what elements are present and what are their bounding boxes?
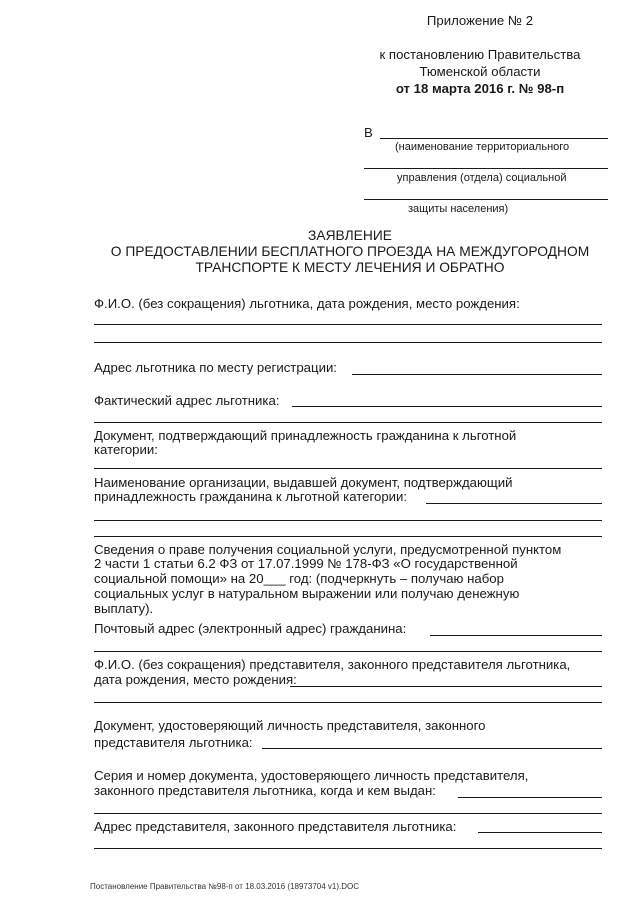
representative-doc-input[interactable]: [262, 748, 602, 749]
fio-label: Ф.И.О. (без сокращения) льготника, дата рождения, место рождения:: [94, 296, 520, 311]
benefit-document-label-line-2: категории:: [94, 442, 158, 457]
postal-address-label: Почтовый адрес (электронный адрес) гражданина:: [94, 621, 407, 636]
recipient-input-line-3[interactable]: [364, 199, 608, 200]
document-title: ЗАЯВЛЕНИЕ: [308, 228, 392, 243]
representative-series-input-2[interactable]: [94, 813, 602, 814]
representative-fio-input-1[interactable]: [290, 686, 602, 687]
fio-input-line-2[interactable]: [94, 342, 602, 343]
representative-fio-input-2[interactable]: [94, 702, 602, 703]
social-service-text-5: выплату).: [94, 601, 154, 616]
address-registration-label: Адрес льготника по месту регистрации:: [94, 360, 337, 375]
postal-address-input[interactable]: [430, 635, 602, 636]
appendix-date: от 18 марта 2016 г. № 98-п: [395, 81, 565, 96]
representative-series-input-1[interactable]: [458, 797, 602, 798]
representative-address-label: Адрес представителя, законного представителя льготника:: [94, 819, 457, 834]
benefit-document-input[interactable]: [94, 468, 602, 469]
social-service-text-2: 2 части 1 статьи 6.2 ФЗ от 17.07.1999 № 178-ФЗ «О государственной: [94, 556, 518, 571]
address-registration-input[interactable]: [352, 374, 602, 375]
representative-fio-label: Ф.И.О. (без сокращения) представителя, законного представителя льготника,: [94, 657, 571, 672]
recipient-prefix: В: [364, 125, 373, 140]
social-service-text-1: Сведения о праве получения социальной услуги, предусмотренной пунктом: [94, 542, 562, 557]
document-footer: Постановление Правительства №98-п от 18.03.2016 (18973704 v1).DOC: [90, 882, 360, 891]
document-title-line-3: ТРАНСПОРТЕ К МЕСТУ ЛЕЧЕНИЯ И ОБРАТНО: [195, 260, 505, 275]
issuing-org-input-2[interactable]: [94, 520, 602, 521]
document-title-line-2: О ПРЕДОСТАВЛЕНИИ БЕСПЛАТНОГО ПРОЕЗДА НА МЕЖДУГОРОДНОМ: [110, 244, 590, 259]
representative-address-input-1[interactable]: [478, 832, 602, 833]
recipient-input-line-1[interactable]: [380, 138, 608, 139]
representative-series-label-line-2: законного представителя льготника, когда и кем выдан:: [94, 783, 436, 798]
recipient-input-line-2[interactable]: [364, 168, 608, 169]
social-service-text-3: социальной помощи» на 20___ год: (подчеркнуть – получаю набор: [94, 571, 504, 586]
appendix-region: Тюменской области: [419, 64, 541, 79]
recipient-hint-1: (наименование территориального: [395, 141, 570, 153]
issuing-org-label: Наименование организации, выдавшей документ, подтверждающий: [94, 475, 513, 490]
benefit-document-label: Документ, подтверждающий принадлежность гражданина к льготной: [94, 428, 517, 443]
representative-doc-label-line-2: представителя льготника:: [94, 735, 253, 750]
recipient-hint-2: управления (отдела) социальной: [397, 172, 567, 184]
representative-fio-label-line-2: дата рождения, место рождения:: [94, 672, 297, 687]
address-actual-label: Фактический адрес льготника:: [94, 393, 280, 408]
issuing-org-label-line-2: принадлежность гражданина к льготной категории:: [94, 489, 408, 504]
address-actual-input[interactable]: [292, 406, 602, 407]
postal-address-input-line-2[interactable]: [94, 651, 602, 652]
address-actual-input-line-2[interactable]: [94, 422, 602, 423]
representative-address-input-2[interactable]: [94, 848, 602, 849]
social-service-text-4: социальных услуг в натуральном выражении или получаю денежную: [94, 586, 520, 601]
representative-series-label: Серия и номер документа, удостоверяющего личность представителя,: [94, 768, 529, 783]
issuing-org-input-3[interactable]: [94, 536, 602, 537]
appendix-number: Приложение № 2: [426, 13, 534, 28]
representative-doc-label: Документ, удостоверяющий личность представителя, законного: [94, 718, 486, 733]
appendix-decree-ref: к постановлению Правительства: [379, 47, 581, 62]
issuing-org-input-1[interactable]: [426, 503, 602, 504]
fio-input-line-1[interactable]: [94, 324, 602, 325]
recipient-hint-3: защиты населения): [408, 203, 509, 215]
